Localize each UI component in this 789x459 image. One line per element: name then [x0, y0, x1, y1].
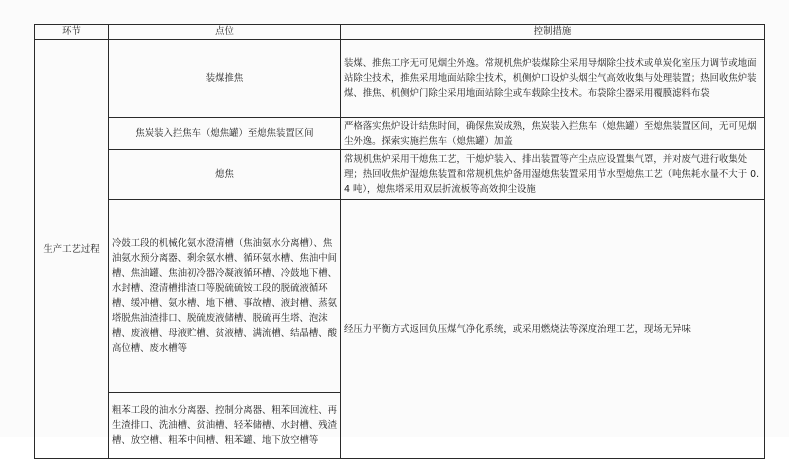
- header-measure: 控制措施: [341, 25, 765, 40]
- table-row: [35, 150, 765, 200]
- measure-cell: 严格落实焦炉设计结焦时间，确保焦炭成熟，焦炭装入拦焦车（熄焦罐）至熄焦装置区间，无可见烟尘外逸。探索实施拦焦车（熄焦罐）加盖: [341, 118, 765, 150]
- measure-cell: 常规机焦炉采用干熄焦工艺，干熄炉装入、排出装置等产尘点应设置集气罩，并对废气进行收集处理；热回收焦炉湿熄焦装置和常规机焦炉备用湿熄焦装置采用节水型熄焦工艺（吨焦耗水量不大于 0.4 吨），熄焦塔采用双层折流板等高效抑尘设施: [341, 150, 765, 200]
- header-stage: 环节: [35, 25, 109, 40]
- point-cell: 粗苯工段的油水分离器、控制分离器、粗苯回流柱、再生渣排口、洗油槽、贫油槽、轻苯储槽、水封槽、残渣槽、放空槽、粗苯中间槽、粗苯罐、地下放空槽等: [109, 393, 341, 459]
- point-cell: 焦炭装入拦焦车（熄焦罐）至熄焦装置区间: [109, 118, 341, 150]
- table-row: [35, 200, 765, 295]
- table-row: [35, 40, 765, 118]
- point-cell: 装煤推焦: [109, 40, 341, 118]
- table-row: [35, 118, 765, 150]
- table-header-row: [35, 25, 765, 40]
- measure-cell: 装煤、推焦工序无可见烟尘外逸。常规机焦炉装煤除尘采用导烟除尘技术或单炭化室压力调节或地面站除尘技术，推焦采用地面站除尘技术，机侧炉口设炉头烟尘气高效收集与处理装置；热回收焦炉装煤、推焦、机侧炉门除尘采用地面站除尘或车载除尘技术。布袋除尘器采用覆膜滤料布袋: [341, 40, 765, 118]
- measure-cell: 经压力平衡方式返回负压煤气净化系统，或采用燃烧法等深度治理工艺，现场无异味: [341, 200, 765, 459]
- header-point: 点位: [109, 25, 341, 40]
- stage-cell: 生产工艺过程: [35, 40, 109, 459]
- control-measures-table: [34, 24, 765, 459]
- point-cell: 冷鼓工段的机械化氨水澄清槽（焦油氨水分离槽）、焦油氨水预分离器、剩余氨水槽、循环氨水槽、焦油中间槽、焦油罐、焦油初冷器冷凝液循环槽、冷鼓地下槽、水封槽、澄清槽排渣口等脱硫硫铵工段的脱硫液循环槽、缓冲槽、氨水槽、地下槽、事故槽、液封槽、蒸氨塔脱焦油渣排口、脱硫废液储槽、脱硫再生塔、泡沫槽、废液槽、母液贮槽、贫液槽、满流槽、结晶槽、酸高位槽、废水槽等: [109, 200, 341, 393]
- point-cell: 熄焦: [109, 150, 341, 200]
